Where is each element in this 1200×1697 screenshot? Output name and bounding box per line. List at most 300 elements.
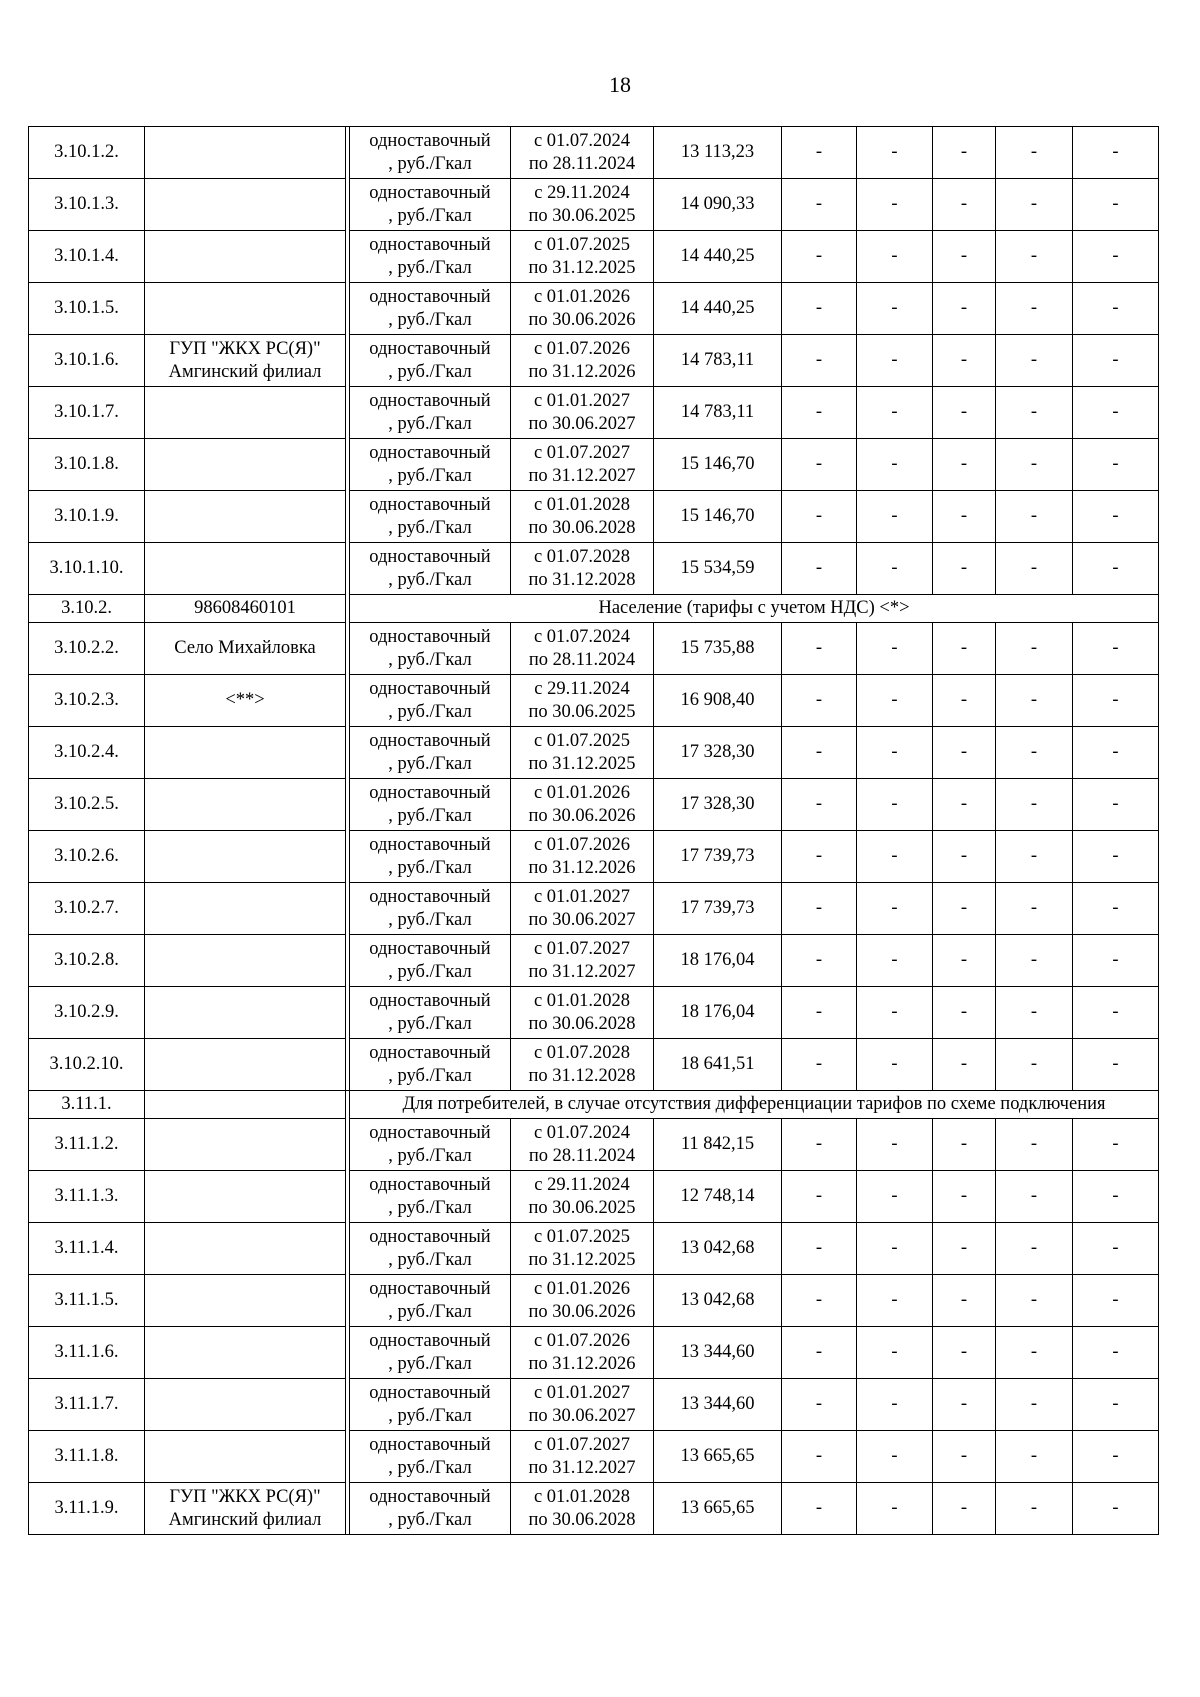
empty-value-dash: -	[857, 1379, 933, 1431]
tariff-type	[350, 779, 511, 831]
empty-value-dash: -	[1073, 127, 1159, 179]
tariff-value: 18 176,04	[654, 987, 782, 1039]
period-from: с 01.07.2027	[533, 938, 631, 959]
tariff-value: 12 748,14	[654, 1171, 782, 1223]
empty-value-dash: -	[857, 1431, 933, 1483]
tariff-value: 14 783,11	[654, 387, 782, 439]
empty-value-dash: -	[996, 1039, 1073, 1091]
period-from: с 01.07.2024	[533, 1122, 631, 1143]
empty-value-dash: -	[996, 779, 1073, 831]
empty-value-dash: -	[933, 127, 996, 179]
organization-cell	[145, 935, 346, 987]
organization-name: ГУП "ЖКХ РС(Я)"	[169, 338, 321, 359]
organization-name: Амгинский филиал	[168, 1509, 322, 1530]
empty-value-dash: -	[1073, 1431, 1159, 1483]
empty-value-dash: -	[782, 883, 857, 935]
tariff-type	[350, 1039, 511, 1091]
empty-value-dash: -	[782, 623, 857, 675]
tariff-type-text: одноставочный	[369, 1434, 491, 1455]
empty-value-dash: -	[782, 935, 857, 987]
period-from: с 01.07.2025	[533, 1226, 631, 1247]
table-row	[29, 883, 1159, 935]
empty-value-dash: -	[1073, 1171, 1159, 1223]
row-number: 3.10.2.6.	[29, 831, 145, 883]
organization-cell	[145, 1275, 346, 1327]
empty-value-dash: -	[857, 779, 933, 831]
tariff-type	[350, 1483, 511, 1535]
tariff-type-text: одноставочный	[369, 1278, 491, 1299]
period-from: с 01.01.2026	[533, 1278, 631, 1299]
empty-value-dash: -	[782, 491, 857, 543]
period-from: с 01.01.2028	[533, 494, 631, 515]
empty-value-dash: -	[857, 987, 933, 1039]
validity-period	[511, 1327, 654, 1379]
row-number: 3.11.1.	[29, 1091, 145, 1119]
period-to: по 31.12.2027	[528, 961, 636, 982]
organization-cell	[145, 623, 346, 675]
tariff-type	[350, 1431, 511, 1483]
row-number: 3.10.1.4.	[29, 231, 145, 283]
period-from: с 01.07.2025	[533, 730, 631, 751]
period-to: по 30.06.2028	[528, 517, 636, 538]
validity-period	[511, 1039, 654, 1091]
tariff-type-text: одноставочный	[369, 286, 491, 307]
empty-value-dash: -	[933, 623, 996, 675]
period-from: с 01.01.2026	[533, 782, 631, 803]
period-to: по 30.06.2025	[528, 701, 636, 722]
empty-value-dash: -	[1073, 779, 1159, 831]
tariff-type	[350, 127, 511, 179]
tariff-value: 17 328,30	[654, 779, 782, 831]
empty-value-dash: -	[996, 439, 1073, 491]
empty-value-dash: -	[782, 1223, 857, 1275]
row-number: 3.10.2.7.	[29, 883, 145, 935]
row-number: 3.11.1.3.	[29, 1171, 145, 1223]
period-from: с 29.11.2024	[534, 182, 630, 203]
tariff-value: 11 842,15	[654, 1119, 782, 1171]
empty-value-dash: -	[996, 491, 1073, 543]
organization-cell	[145, 779, 346, 831]
empty-value-dash: -	[996, 727, 1073, 779]
period-from: с 29.11.2024	[534, 678, 630, 699]
tariff-value: 13 042,68	[654, 1223, 782, 1275]
period-from: с 01.07.2024	[533, 626, 631, 647]
empty-value-dash: -	[933, 1275, 996, 1327]
tariff-type	[350, 335, 511, 387]
tariff-type-text: , руб./Гкал	[388, 1509, 472, 1530]
tariff-type-text: , руб./Гкал	[388, 1197, 472, 1218]
empty-value-dash: -	[933, 675, 996, 727]
empty-value-dash: -	[1073, 987, 1159, 1039]
empty-value-dash: -	[782, 1327, 857, 1379]
empty-value-dash: -	[782, 543, 857, 595]
period-to: по 31.12.2025	[528, 753, 636, 774]
tariff-value: 13 042,68	[654, 1275, 782, 1327]
period-from: с 01.07.2027	[533, 1434, 631, 1455]
tariff-value: 13 344,60	[654, 1327, 782, 1379]
empty-value-dash: -	[782, 1483, 857, 1535]
tariff-value: 13 665,65	[654, 1431, 782, 1483]
table-row	[29, 935, 1159, 987]
validity-period	[511, 283, 654, 335]
empty-value-dash: -	[1073, 491, 1159, 543]
empty-value-dash: -	[857, 935, 933, 987]
locality-label: <**>	[225, 690, 265, 710]
section-header-row	[29, 1091, 1159, 1119]
period-to: по 30.06.2027	[528, 413, 636, 434]
empty-value-dash: -	[996, 283, 1073, 335]
empty-value-dash: -	[933, 1171, 996, 1223]
organization-cell	[145, 1379, 346, 1431]
row-number: 3.10.2.5.	[29, 779, 145, 831]
table-row	[29, 727, 1159, 779]
section-title: Население (тарифы с учетом НДС) <*>	[350, 595, 1159, 623]
tariff-type-text: , руб./Гкал	[388, 361, 472, 382]
tariff-type-text: одноставочный	[369, 678, 491, 699]
empty-value-dash: -	[933, 727, 996, 779]
period-to: по 30.06.2025	[528, 205, 636, 226]
organization-name: Амгинский филиал	[168, 361, 322, 382]
tariff-type-text: одноставочный	[369, 494, 491, 515]
empty-value-dash: -	[1073, 675, 1159, 727]
empty-value-dash: -	[996, 831, 1073, 883]
tariff-value: 18 641,51	[654, 1039, 782, 1091]
tariff-type	[350, 1171, 511, 1223]
empty-value-dash: -	[782, 1119, 857, 1171]
organization-cell	[145, 595, 346, 623]
organization-cell	[145, 1091, 346, 1119]
tariff-value: 17 739,73	[654, 883, 782, 935]
row-number: 3.10.2.2.	[29, 623, 145, 675]
empty-value-dash: -	[1073, 1275, 1159, 1327]
tariff-type-text: , руб./Гкал	[388, 961, 472, 982]
tariff-value: 13 344,60	[654, 1379, 782, 1431]
empty-value-dash: -	[1073, 543, 1159, 595]
period-from: с 01.07.2027	[533, 442, 631, 463]
tariff-type-text: одноставочный	[369, 1042, 491, 1063]
locality-label: 98608460101	[194, 598, 296, 618]
empty-value-dash: -	[782, 779, 857, 831]
period-to: по 31.12.2025	[528, 257, 636, 278]
empty-value-dash: -	[996, 127, 1073, 179]
empty-value-dash: -	[933, 543, 996, 595]
row-number: 3.10.2.4.	[29, 727, 145, 779]
validity-period	[511, 1119, 654, 1171]
empty-value-dash: -	[1073, 883, 1159, 935]
empty-value-dash: -	[782, 1379, 857, 1431]
tariff-type-text: одноставочный	[369, 782, 491, 803]
empty-value-dash: -	[1073, 1119, 1159, 1171]
tariff-value: 15 534,59	[654, 543, 782, 595]
empty-value-dash: -	[857, 1483, 933, 1535]
row-number: 3.10.1.3.	[29, 179, 145, 231]
empty-value-dash: -	[996, 1223, 1073, 1275]
tariff-value: 14 090,33	[654, 179, 782, 231]
table-row	[29, 1483, 1159, 1535]
empty-value-dash: -	[996, 1379, 1073, 1431]
validity-period	[511, 491, 654, 543]
empty-value-dash: -	[857, 1119, 933, 1171]
table-row	[29, 1379, 1159, 1431]
tariff-value: 15 146,70	[654, 439, 782, 491]
table-row	[29, 1039, 1159, 1091]
organization-name: ГУП "ЖКХ РС(Я)"	[169, 1486, 321, 1507]
organization-cell	[145, 883, 346, 935]
empty-value-dash: -	[857, 675, 933, 727]
empty-value-dash: -	[933, 1119, 996, 1171]
empty-value-dash: -	[996, 1483, 1073, 1535]
empty-value-dash: -	[782, 335, 857, 387]
organization-cell	[145, 1223, 346, 1275]
period-to: по 31.12.2028	[528, 569, 636, 590]
empty-value-dash: -	[1073, 179, 1159, 231]
row-number: 3.10.2.9.	[29, 987, 145, 1039]
empty-value-dash: -	[1073, 727, 1159, 779]
empty-value-dash: -	[996, 675, 1073, 727]
empty-value-dash: -	[857, 283, 933, 335]
empty-value-dash: -	[933, 1327, 996, 1379]
tariff-type	[350, 1327, 511, 1379]
organization-cell	[145, 1483, 346, 1535]
empty-value-dash: -	[857, 883, 933, 935]
tariff-type-text: одноставочный	[369, 1174, 491, 1195]
period-to: по 30.06.2028	[528, 1013, 636, 1034]
validity-period	[511, 935, 654, 987]
tariff-type-text: , руб./Гкал	[388, 517, 472, 538]
row-number: 3.10.2.10.	[29, 1039, 145, 1091]
validity-period	[511, 779, 654, 831]
empty-value-dash: -	[857, 231, 933, 283]
organization-cell	[145, 387, 346, 439]
organization-cell	[145, 283, 346, 335]
empty-value-dash: -	[933, 987, 996, 1039]
table-row	[29, 1431, 1159, 1483]
validity-period	[511, 675, 654, 727]
row-number: 3.10.2.3.	[29, 675, 145, 727]
tariff-type-text: , руб./Гкал	[388, 309, 472, 330]
empty-value-dash: -	[996, 1119, 1073, 1171]
validity-period	[511, 179, 654, 231]
empty-value-dash: -	[996, 935, 1073, 987]
empty-value-dash: -	[933, 935, 996, 987]
empty-value-dash: -	[857, 1171, 933, 1223]
organization-cell	[145, 675, 346, 727]
empty-value-dash: -	[1073, 831, 1159, 883]
section-header-row	[29, 595, 1159, 623]
empty-value-dash: -	[996, 1171, 1073, 1223]
empty-value-dash: -	[1073, 1039, 1159, 1091]
table-row	[29, 283, 1159, 335]
empty-value-dash: -	[857, 387, 933, 439]
empty-value-dash: -	[933, 1379, 996, 1431]
tariff-type	[350, 387, 511, 439]
empty-value-dash: -	[782, 283, 857, 335]
page-number: 18	[609, 72, 631, 97]
empty-value-dash: -	[782, 1171, 857, 1223]
validity-period	[511, 1171, 654, 1223]
row-number: 3.11.1.6.	[29, 1327, 145, 1379]
table-row	[29, 127, 1159, 179]
tariff-type-text: одноставочный	[369, 390, 491, 411]
validity-period	[511, 127, 654, 179]
tariff-type-text: одноставочный	[369, 1226, 491, 1247]
table-row	[29, 179, 1159, 231]
tariff-type-text: одноставочный	[369, 626, 491, 647]
empty-value-dash: -	[857, 623, 933, 675]
organization-cell	[145, 1327, 346, 1379]
empty-value-dash: -	[782, 831, 857, 883]
validity-period	[511, 883, 654, 935]
tariff-type-text: , руб./Гкал	[388, 805, 472, 826]
empty-value-dash: -	[1073, 935, 1159, 987]
empty-value-dash: -	[1073, 1327, 1159, 1379]
empty-value-dash: -	[996, 335, 1073, 387]
empty-value-dash: -	[933, 1431, 996, 1483]
row-number: 3.10.1.7.	[29, 387, 145, 439]
validity-period	[511, 727, 654, 779]
row-number: 3.11.1.8.	[29, 1431, 145, 1483]
organization-cell	[145, 491, 346, 543]
empty-value-dash: -	[996, 231, 1073, 283]
tariff-type-text: , руб./Гкал	[388, 701, 472, 722]
empty-value-dash: -	[996, 1275, 1073, 1327]
empty-value-dash: -	[857, 1039, 933, 1091]
empty-value-dash: -	[933, 1483, 996, 1535]
validity-period	[511, 387, 654, 439]
table-row	[29, 335, 1159, 387]
period-from: с 01.01.2027	[533, 886, 631, 907]
tariff-type-text: , руб./Гкал	[388, 1405, 472, 1426]
empty-value-dash: -	[933, 1223, 996, 1275]
period-to: по 30.06.2026	[528, 1301, 636, 1322]
empty-value-dash: -	[933, 387, 996, 439]
period-from: с 29.11.2024	[534, 1174, 630, 1195]
tariff-value: 17 739,73	[654, 831, 782, 883]
empty-value-dash: -	[857, 1275, 933, 1327]
table-row	[29, 987, 1159, 1039]
empty-value-dash: -	[857, 335, 933, 387]
empty-value-dash: -	[782, 127, 857, 179]
tariff-type	[350, 987, 511, 1039]
table-row	[29, 439, 1159, 491]
empty-value-dash: -	[933, 779, 996, 831]
tariff-type	[350, 727, 511, 779]
tariff-type-text: , руб./Гкал	[388, 1249, 472, 1270]
row-number: 3.11.1.2.	[29, 1119, 145, 1171]
period-from: с 01.01.2026	[533, 286, 631, 307]
tariff-type	[350, 935, 511, 987]
table-row	[29, 831, 1159, 883]
empty-value-dash: -	[1073, 1223, 1159, 1275]
tariff-type	[350, 283, 511, 335]
empty-value-dash: -	[1073, 1483, 1159, 1535]
empty-value-dash: -	[782, 1431, 857, 1483]
tariff-value: 14 783,11	[654, 335, 782, 387]
period-to: по 31.12.2027	[528, 1457, 636, 1478]
tariff-type-text: одноставочный	[369, 234, 491, 255]
empty-value-dash: -	[933, 831, 996, 883]
period-to: по 31.12.2026	[528, 361, 636, 382]
tariff-value: 13 665,65	[654, 1483, 782, 1535]
empty-value-dash: -	[996, 623, 1073, 675]
tariff-type-text: , руб./Гкал	[388, 1457, 472, 1478]
tariff-type-text: , руб./Гкал	[388, 257, 472, 278]
tariff-type-text: одноставочный	[369, 1382, 491, 1403]
tariff-type-text: одноставочный	[369, 338, 491, 359]
empty-value-dash: -	[1073, 439, 1159, 491]
tariff-type	[350, 1223, 511, 1275]
organization-cell	[145, 127, 346, 179]
period-to: по 30.06.2028	[528, 1509, 636, 1530]
row-number: 3.10.1.2.	[29, 127, 145, 179]
tariff-value: 14 440,25	[654, 231, 782, 283]
locality-label: Село Михайловка	[174, 638, 316, 658]
validity-period	[511, 1379, 654, 1431]
validity-period	[511, 543, 654, 595]
table-row	[29, 1119, 1159, 1171]
empty-value-dash: -	[857, 727, 933, 779]
organization-cell	[145, 727, 346, 779]
period-to: по 30.06.2025	[528, 1197, 636, 1218]
tariff-type-text: одноставочный	[369, 1330, 491, 1351]
period-to: по 28.11.2024	[528, 649, 636, 670]
empty-value-dash: -	[782, 1275, 857, 1327]
tariff-type-text: одноставочный	[369, 730, 491, 751]
section-title: Для потребителей, в случае отсутствия дифференциации тарифов по схеме подключения	[350, 1091, 1159, 1119]
tariff-type-text: одноставочный	[369, 130, 491, 151]
validity-period	[511, 231, 654, 283]
empty-value-dash: -	[996, 987, 1073, 1039]
tariff-type-text: , руб./Гкал	[388, 413, 472, 434]
row-number: 3.10.2.	[29, 595, 145, 623]
period-from: с 01.07.2026	[533, 338, 631, 359]
row-number: 3.11.1.7.	[29, 1379, 145, 1431]
empty-value-dash: -	[1073, 387, 1159, 439]
tariff-type	[350, 179, 511, 231]
row-number: 3.10.1.9.	[29, 491, 145, 543]
empty-value-dash: -	[782, 727, 857, 779]
organization-cell	[145, 831, 346, 883]
row-number: 3.11.1.4.	[29, 1223, 145, 1275]
tariff-type	[350, 491, 511, 543]
tariff-type	[350, 439, 511, 491]
empty-value-dash: -	[782, 387, 857, 439]
organization-cell	[145, 1171, 346, 1223]
validity-period	[511, 335, 654, 387]
period-to: по 31.12.2026	[528, 857, 636, 878]
period-from: с 01.01.2027	[533, 1382, 631, 1403]
empty-value-dash: -	[933, 1039, 996, 1091]
tariff-type	[350, 1275, 511, 1327]
tariff-type-text: , руб./Гкал	[388, 465, 472, 486]
validity-period	[511, 987, 654, 1039]
row-number: 3.10.1.10.	[29, 543, 145, 595]
period-from: с 01.01.2028	[533, 1486, 631, 1507]
empty-value-dash: -	[857, 439, 933, 491]
tariff-value: 15 146,70	[654, 491, 782, 543]
empty-value-dash: -	[996, 1431, 1073, 1483]
tariff-type-text: одноставочный	[369, 886, 491, 907]
period-from: с 01.07.2026	[533, 834, 631, 855]
period-to: по 31.12.2026	[528, 1353, 636, 1374]
period-to: по 30.06.2027	[528, 1405, 636, 1426]
period-to: по 30.06.2027	[528, 909, 636, 930]
tariff-type-text: , руб./Гкал	[388, 1301, 472, 1322]
empty-value-dash: -	[782, 1039, 857, 1091]
tariff-value: 17 328,30	[654, 727, 782, 779]
tariff-type	[350, 543, 511, 595]
empty-value-dash: -	[996, 179, 1073, 231]
